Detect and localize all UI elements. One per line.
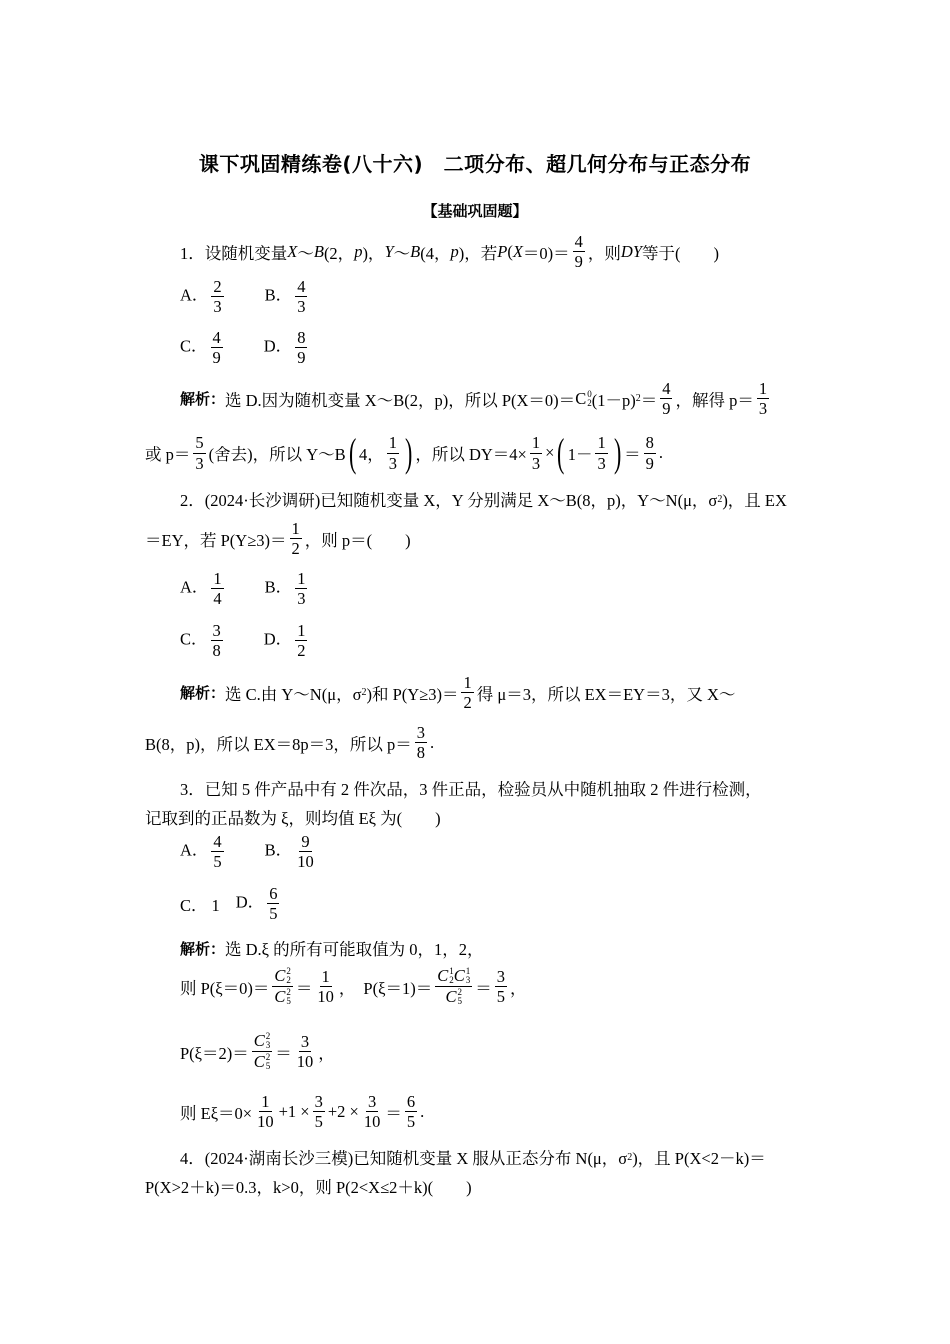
q2-options-ab xyxy=(180,570,310,608)
q3-options-cd xyxy=(180,885,282,923)
option-d[interactable]: D． $\frac{8}{9}$ xyxy=(263,328,306,368)
q4-stem-line1: 4．(2024·湖南长沙三模)已知随机变量 X 服从正态分布 N(μ，σ 2 )，且 P(X<2－k)＝ xyxy=(180,1149,766,1168)
q3-solution-expectation: 则 Eξ＝0× $\frac{1}{10}$ +1 × $\frac{3}{5}$ +2 × $\frac{3}{10}$ ＝ $\frac{6}{5}$ . xyxy=(180,1092,425,1132)
q1-stem: 1．设随机变量 X ～ B (2， p )， Y ～ B (4， p )，若 P ( X ＝0)＝ $\frac{4}{9}$ ，则 DY 等于( ) xyxy=(180,232,719,272)
q1-options-cd xyxy=(180,329,310,367)
option-c[interactable]: C． $\frac{3}{8}$ xyxy=(180,621,221,661)
fraction: $\frac{4}{9}$ xyxy=(574,232,583,272)
q2-solution-line2: B(8，p)，所以 EX＝8p＝3，所以 p＝ $\frac{3}{8}$ . xyxy=(145,723,435,763)
combination-fraction: C 2 3 C 2 5 xyxy=(253,1031,271,1072)
option-d[interactable]: D． $\frac{1}{2}$ xyxy=(263,621,306,661)
option-b[interactable]: B． $\frac{9}{10}$ xyxy=(264,832,314,872)
q3-solution-line1: 解析： 选 D.ξ 的所有可能取值为 0，1，2， xyxy=(180,939,484,959)
q2-solution-line1: 解析： 选 C.由 Y～N(μ，σ 2 )和 P(Y≥3)＝ $\frac{1}{2}$ 得 μ＝3，所以 EX＝EY＝3，又 X～ xyxy=(180,673,736,713)
q3-solution-p2: P(ξ＝2)＝ C 2 3 C 2 5 ＝ $\frac{3}{10}$ ， xyxy=(180,1031,335,1072)
option-b[interactable]: B． $\frac{4}{3}$ xyxy=(264,277,306,317)
q2-stem-line2: ＝EY，若 P(Y≥3)＝ $\frac{1}{2}$ ，则 p＝( ) xyxy=(145,519,411,559)
option-a[interactable]: A． $\frac{1}{4}$ xyxy=(180,569,222,609)
q3-options-ab xyxy=(180,833,319,871)
q2-stem-line1: 2．(2024·长沙调研)已知随机变量 X，Y 分别满足 X～B(8，p)，Y～N(μ，σ 2 )，且 EX xyxy=(180,491,787,510)
q3-stem-line2: 记取到的正品数为 ξ，则均值 Eξ 为( ) xyxy=(145,809,441,828)
option-a[interactable]: A． $\frac{4}{5}$ xyxy=(180,832,222,872)
q2-options-cd xyxy=(180,622,310,660)
q3-stem-line1: 3．已知 5 件产品中有 2 件次品，3 件正品，检验员从中随机抽取 2 件进行检测， xyxy=(180,780,762,799)
q1-solution-line1: 解析： 选 D.因为随机变量 X～B(2，p)，所以 P(X＝0)＝ C 0 2 (1－p) 2 ＝ $\frac{4}{9}$ ，解得 p＝ $\frac{1}{3}$ xyxy=(180,379,768,419)
q4-stem-line2: P(X>2＋k)＝0.3，k>0，则 P(2<X≤2＋k)( ) xyxy=(145,1178,472,1197)
combination-fraction: C 1 2 C 1 3 C 2 5 xyxy=(437,966,471,1007)
combination-fraction: C 2 2 C 2 5 xyxy=(274,966,291,1007)
option-c[interactable]: C． 1 xyxy=(180,895,220,915)
q1-solution-line2: 或 p＝ $\frac{5}{3}$ (舍去)，所以 Y～B ( 4， $\frac{1}{3}$ ) ，所以 DY＝4× $\frac{1}{3}$ × ( 1－ $\frac{1}{3}$ ) ＝ $\frac{8}{9}$ . xyxy=(145,430,663,475)
option-b[interactable]: B． $\frac{1}{3}$ xyxy=(264,569,306,609)
option-c[interactable]: C． $\frac{4}{9}$ xyxy=(180,328,221,368)
option-a[interactable]: A． $\frac{2}{3}$ xyxy=(180,277,222,317)
q3-solution-p0-p1: 则 P(ξ＝0)＝ C 2 2 C 2 5 ＝ $\frac{1}{10}$ ， P(ξ＝1)＝ C 1 2 C 1 3 C 2 5 ＝ $\frac{3}{5}$ ， xyxy=(180,966,527,1007)
page-title: 课下巩固精练卷(八十六) 二项分布、超几何分布与正态分布 xyxy=(198,152,752,176)
q1-options-ab xyxy=(180,278,310,316)
option-d[interactable]: D． $\frac{6}{5}$ xyxy=(235,884,278,924)
section-heading: 【基础巩固题】 xyxy=(422,202,528,220)
